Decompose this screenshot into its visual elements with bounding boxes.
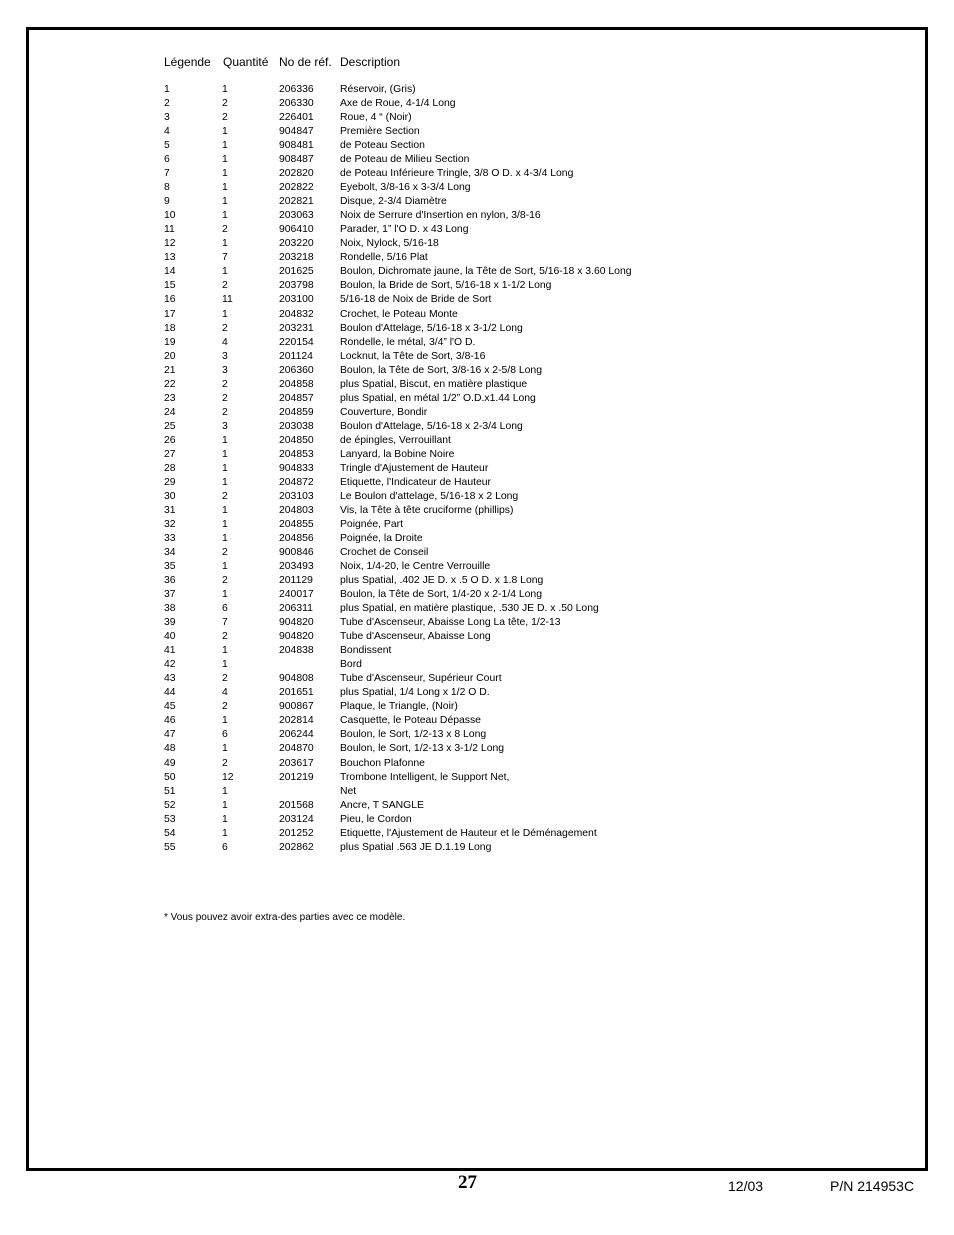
row-ref: 203493 [279, 561, 314, 573]
row-ref: 206336 [279, 84, 314, 95]
row-legend: 6 [164, 154, 170, 166]
row-legend: 32 [164, 518, 176, 530]
row-description: Réservoir, (Gris) [340, 84, 416, 95]
row-description: Boulon, la Tête de Sort, 3/8-16 x 2-5/8 Long [340, 364, 542, 376]
row-ref: 204858 [279, 378, 314, 390]
row-quantity: 11 [222, 294, 233, 306]
row-quantity: 2 [222, 406, 228, 418]
row-ref: 203103 [279, 490, 314, 502]
row-quantity: 1 [222, 462, 228, 474]
header-ref: No de réf. [279, 55, 332, 69]
part-number: P/N 214953C [830, 1178, 915, 1194]
row-legend: 28 [164, 462, 176, 474]
row-quantity: 2 [222, 280, 228, 292]
row-ref: 206311 [279, 603, 313, 615]
row-description: Roue, 4 “ (Noir) [340, 112, 412, 124]
row-description: plus Spatial, Biscut, en matière plastique [340, 378, 528, 390]
row-description: Boulon, le Sort, 1/2-13 x 3-1/2 Long [340, 743, 505, 755]
row-quantity: 1 [222, 715, 228, 727]
row-ref: 201124 [279, 350, 313, 362]
row-ref: 202821 [279, 196, 314, 208]
row-ref: 904820 [279, 631, 314, 643]
row-legend: 3 [164, 112, 170, 124]
row-legend: 53 [164, 813, 176, 825]
row-description: Poignée, Part [340, 518, 403, 530]
row-quantity: 1 [222, 210, 228, 222]
row-quantity: 1 [222, 238, 228, 250]
row-quantity: 6 [222, 841, 228, 853]
row-quantity: 2 [222, 757, 228, 769]
row-description: Lanyard, la Bobine Noire [340, 448, 455, 460]
row-quantity: 1 [222, 168, 228, 180]
row-quantity: 1 [222, 743, 228, 755]
row-description: Plaque, le Triangle, (Noir) [340, 701, 458, 713]
row-quantity: 2 [222, 378, 228, 390]
row-description: Parader, 1” l'O D. x 43 Long [340, 224, 469, 236]
row-description: Disque, 2-3/4 Diamètre [340, 196, 447, 208]
row-legend: 43 [164, 673, 176, 685]
row-ref: 204850 [279, 434, 314, 446]
row-ref: 201252 [279, 827, 314, 839]
row-quantity: 1 [222, 84, 228, 95]
row-ref: 201651 [279, 687, 314, 699]
row-quantity: 2 [222, 392, 228, 404]
row-legend: 50 [164, 771, 176, 783]
row-description: Tube d'Ascenseur, Abaisse Long La tête, 1/2-13 [340, 617, 561, 629]
row-quantity: 1 [222, 645, 228, 657]
row-quantity: 1 [222, 182, 228, 194]
row-description: Net [340, 785, 357, 797]
row-legend: 10 [164, 210, 176, 222]
row-legend: 29 [164, 476, 176, 488]
row-description: Etiquette, l'Ajustement de Hauteur et le Déménagement [340, 827, 597, 839]
row-description: Tube d'Ascenseur, Supérieur Court [340, 673, 502, 685]
row-legend: 30 [164, 490, 176, 502]
row-quantity: 3 [222, 350, 228, 362]
header-legend: Légende [164, 55, 211, 69]
row-quantity: 1 [222, 448, 228, 460]
row-quantity: 1 [222, 561, 228, 573]
row-legend: 44 [164, 687, 176, 699]
row-quantity: 1 [222, 154, 228, 166]
row-ref: 203218 [279, 252, 314, 264]
row-legend: 8 [164, 182, 170, 194]
row-quantity: 2 [222, 575, 228, 587]
row-quantity: 1 [222, 659, 228, 671]
row-quantity: 2 [222, 322, 228, 334]
row-ref: 908481 [279, 140, 314, 152]
header-quantity: Quantité [223, 55, 269, 69]
revision-date: 12/03 [728, 1178, 764, 1194]
row-legend: 38 [164, 603, 176, 615]
row-ref: 904808 [279, 673, 314, 685]
row-quantity: 1 [222, 518, 228, 530]
row-legend: 41 [164, 645, 176, 657]
row-legend: 9 [164, 196, 170, 208]
row-description: Le Boulon d'attelage, 5/16-18 x 2 Long [340, 490, 519, 502]
row-ref: 203798 [279, 280, 314, 292]
row-legend: 49 [164, 757, 176, 769]
row-ref: 204853 [279, 448, 314, 460]
row-description: Pieu, le Cordon [340, 813, 412, 825]
row-legend: 4 [164, 126, 170, 138]
row-quantity: 1 [222, 308, 228, 320]
row-quantity: 1 [222, 533, 228, 544]
row-ref: 206360 [279, 364, 314, 376]
row-ref: 204859 [279, 406, 314, 418]
row-legend: 24 [164, 406, 176, 418]
row-description: plus Spatial, en matière plastique, .530 JE D. x .50 Long [340, 603, 599, 615]
row-quantity: 1 [222, 813, 228, 825]
row-quantity: 12 [222, 771, 234, 783]
row-ref: 204872 [279, 476, 314, 488]
row-quantity: 1 [222, 434, 228, 446]
row-quantity: 4 [222, 687, 228, 699]
row-ref: 202814 [279, 715, 314, 727]
row-ref: 904833 [279, 462, 314, 474]
row-ref: 201625 [279, 266, 314, 278]
row-legend: 26 [164, 434, 176, 446]
row-quantity: 4 [222, 336, 228, 348]
row-quantity: 7 [222, 252, 228, 264]
row-ref: 900867 [279, 701, 314, 713]
row-ref: 201568 [279, 799, 314, 811]
row-ref: 201219 [279, 771, 314, 783]
row-description: Ancre, T SANGLE [340, 799, 424, 811]
row-legend: 46 [164, 715, 176, 727]
row-description: 5/16-18 de Noix de Bride de Sort [340, 294, 492, 306]
row-ref: 206330 [279, 98, 314, 110]
row-description: Etiquette, l'Indicateur de Hauteur [340, 476, 492, 488]
row-quantity: 1 [222, 140, 228, 152]
row-ref: 204870 [279, 743, 314, 755]
row-legend: 40 [164, 631, 176, 643]
row-quantity: 2 [222, 631, 228, 643]
row-legend: 12 [164, 238, 176, 250]
footnote: * Vous pouvez avoir extra-des parties avec ce modèle. [164, 912, 406, 923]
row-description: Crochet de Conseil [340, 547, 429, 559]
row-ref: 226401 [279, 112, 314, 124]
row-quantity: 1 [222, 476, 228, 488]
row-legend: 36 [164, 575, 176, 587]
row-description: Boulon d'Attelage, 5/16-18 x 2-3/4 Long [340, 420, 523, 432]
row-description: Locknut, la Tête de Sort, 3/8-16 [340, 350, 486, 362]
row-description: de Poteau de Milieu Section [340, 154, 470, 166]
row-description: Bord [340, 659, 362, 671]
row-ref: 201129 [279, 575, 313, 587]
row-description: Boulon, la Tête de Sort, 1/4-20 x 2-1/4 Long [340, 589, 542, 601]
row-ref: 900846 [279, 547, 314, 559]
row-quantity: 2 [222, 98, 228, 110]
row-quantity: 1 [222, 504, 228, 516]
row-description: Tube d'Ascenseur, Abaisse Long [340, 631, 491, 643]
row-quantity: 1 [222, 126, 228, 138]
row-description: Casquette, le Poteau Dépasse [340, 715, 481, 727]
row-description: Tringle d'Ajustement de Hauteur [340, 462, 489, 474]
row-legend: 42 [164, 659, 176, 671]
row-ref: 906410 [279, 224, 314, 236]
row-legend: 37 [164, 589, 176, 601]
row-quantity: 6 [222, 729, 228, 741]
row-legend: 19 [164, 336, 176, 348]
row-description: Rondelle, le métal, 3/4” l'O D. [340, 336, 476, 348]
header-description: Description [340, 55, 401, 69]
row-legend: 7 [164, 168, 170, 180]
row-description: plus Spatial, 1/4 Long x 1/2 O D. [340, 687, 490, 699]
row-ref: 908487 [279, 154, 314, 166]
row-description: plus Spatial, .402 JE D. x .5 O D. x 1.8 Long [340, 575, 544, 587]
row-quantity: 1 [222, 589, 228, 601]
row-description: Noix, Nylock, 5/16-18 [340, 238, 439, 250]
row-legend: 15 [164, 280, 176, 292]
row-description: Boulon d'Attelage, 5/16-18 x 3-1/2 Long [340, 322, 523, 334]
row-quantity: 1 [222, 785, 228, 797]
row-legend: 47 [164, 729, 176, 741]
row-description: de Poteau Inférieure Tringle, 3/8 O D. x 4-3/4 Long [340, 168, 574, 180]
row-ref: 203063 [279, 210, 314, 222]
row-description: de épingles, Verrouillant [340, 434, 451, 446]
row-legend: 11 [164, 224, 175, 236]
row-ref: 206244 [279, 729, 314, 741]
row-legend: 22 [164, 378, 176, 390]
row-legend: 52 [164, 799, 176, 811]
row-legend: 23 [164, 392, 176, 404]
row-ref: 204832 [279, 308, 314, 320]
row-legend: 14 [164, 266, 176, 278]
row-ref: 204856 [279, 533, 314, 544]
row-ref: 904820 [279, 617, 314, 629]
page-number: 27 [458, 1172, 477, 1193]
row-legend: 13 [164, 252, 176, 264]
row-description: Boulon, le Sort, 1/2-13 x 8 Long [340, 729, 487, 741]
row-legend: 27 [164, 448, 176, 460]
row-description: Trombone Intelligent, le Support Net, [340, 771, 510, 783]
row-description: Première Section [340, 126, 420, 138]
row-ref: 204838 [279, 645, 314, 657]
row-ref: 203124 [279, 813, 314, 825]
row-ref: 202820 [279, 168, 314, 180]
row-quantity: 3 [222, 364, 228, 376]
row-quantity: 2 [222, 224, 228, 236]
row-ref: 204855 [279, 518, 314, 530]
row-description: Rondelle, 5/16 Plat [340, 252, 428, 264]
row-legend: 51 [164, 785, 176, 797]
row-description: Axe de Roue, 4-1/4 Long [340, 98, 456, 110]
row-description: Eyebolt, 3/8-16 x 3-3/4 Long [340, 182, 471, 194]
row-description: Vis, la Tête à tête cruciforme (phillips) [340, 504, 514, 516]
row-legend: 34 [164, 547, 176, 559]
row-quantity: 2 [222, 112, 228, 124]
row-ref: 203617 [279, 757, 314, 769]
row-legend: 20 [164, 350, 176, 362]
row-legend: 5 [164, 140, 170, 152]
row-description: Boulon, la Bride de Sort, 5/16-18 x 1-1/2 Long [340, 280, 552, 292]
row-ref: 204857 [279, 392, 314, 404]
row-legend: 2 [164, 98, 170, 110]
row-ref: 203100 [279, 294, 314, 306]
row-legend: 55 [164, 841, 176, 853]
row-legend: 35 [164, 561, 176, 573]
row-description: Poignée, la Droite [340, 533, 423, 544]
row-quantity: 2 [222, 547, 228, 559]
row-legend: 1 [164, 84, 170, 95]
row-ref: 203231 [279, 322, 314, 334]
row-legend: 21 [164, 364, 176, 376]
row-ref: 203220 [279, 238, 314, 250]
row-legend: 18 [164, 322, 176, 334]
row-quantity: 1 [222, 266, 228, 278]
row-legend: 48 [164, 743, 176, 755]
row-quantity: 6 [222, 603, 228, 615]
row-quantity: 2 [222, 490, 228, 502]
row-legend: 31 [164, 504, 176, 516]
row-legend: 54 [164, 827, 176, 839]
row-quantity: 1 [222, 799, 228, 811]
row-description: Boulon, Dichromate jaune, la Tête de Sort, 5/16-18 x 3.60 Long [340, 266, 632, 278]
row-description: plus Spatial, en métal 1/2” O.D.x1.44 Long [340, 392, 536, 404]
row-quantity: 1 [222, 827, 228, 839]
row-ref: 240017 [279, 589, 314, 601]
row-legend: 45 [164, 701, 176, 713]
row-ref: 203038 [279, 420, 314, 432]
row-description: Bondissent [340, 645, 392, 657]
row-description: Noix, 1/4-20, le Centre Verrouille [340, 561, 491, 573]
row-quantity: 7 [222, 617, 228, 629]
row-legend: 39 [164, 617, 176, 629]
row-ref: 202862 [279, 841, 314, 853]
row-ref: 202822 [279, 182, 314, 194]
row-ref: 220154 [279, 336, 314, 348]
row-legend: 25 [164, 420, 176, 432]
row-legend: 16 [164, 294, 176, 306]
row-ref: 204803 [279, 504, 314, 516]
row-description: Couverture, Bondir [340, 406, 428, 418]
row-quantity: 1 [222, 196, 228, 208]
row-legend: 33 [164, 533, 176, 544]
row-legend: 17 [164, 308, 176, 320]
row-description: de Poteau Section [340, 140, 425, 152]
row-description: Noix de Serrure d'Insertion en nylon, 3/8-16 [340, 210, 541, 222]
row-ref: 904847 [279, 126, 314, 138]
row-description: Bouchon Plafonne [340, 757, 425, 769]
row-quantity: 2 [222, 701, 228, 713]
row-quantity: 3 [222, 420, 228, 432]
row-description: plus Spatial .563 JE D.1.19 Long [340, 841, 492, 853]
row-quantity: 2 [222, 673, 228, 685]
row-description: Crochet, le Poteau Monte [340, 308, 458, 320]
